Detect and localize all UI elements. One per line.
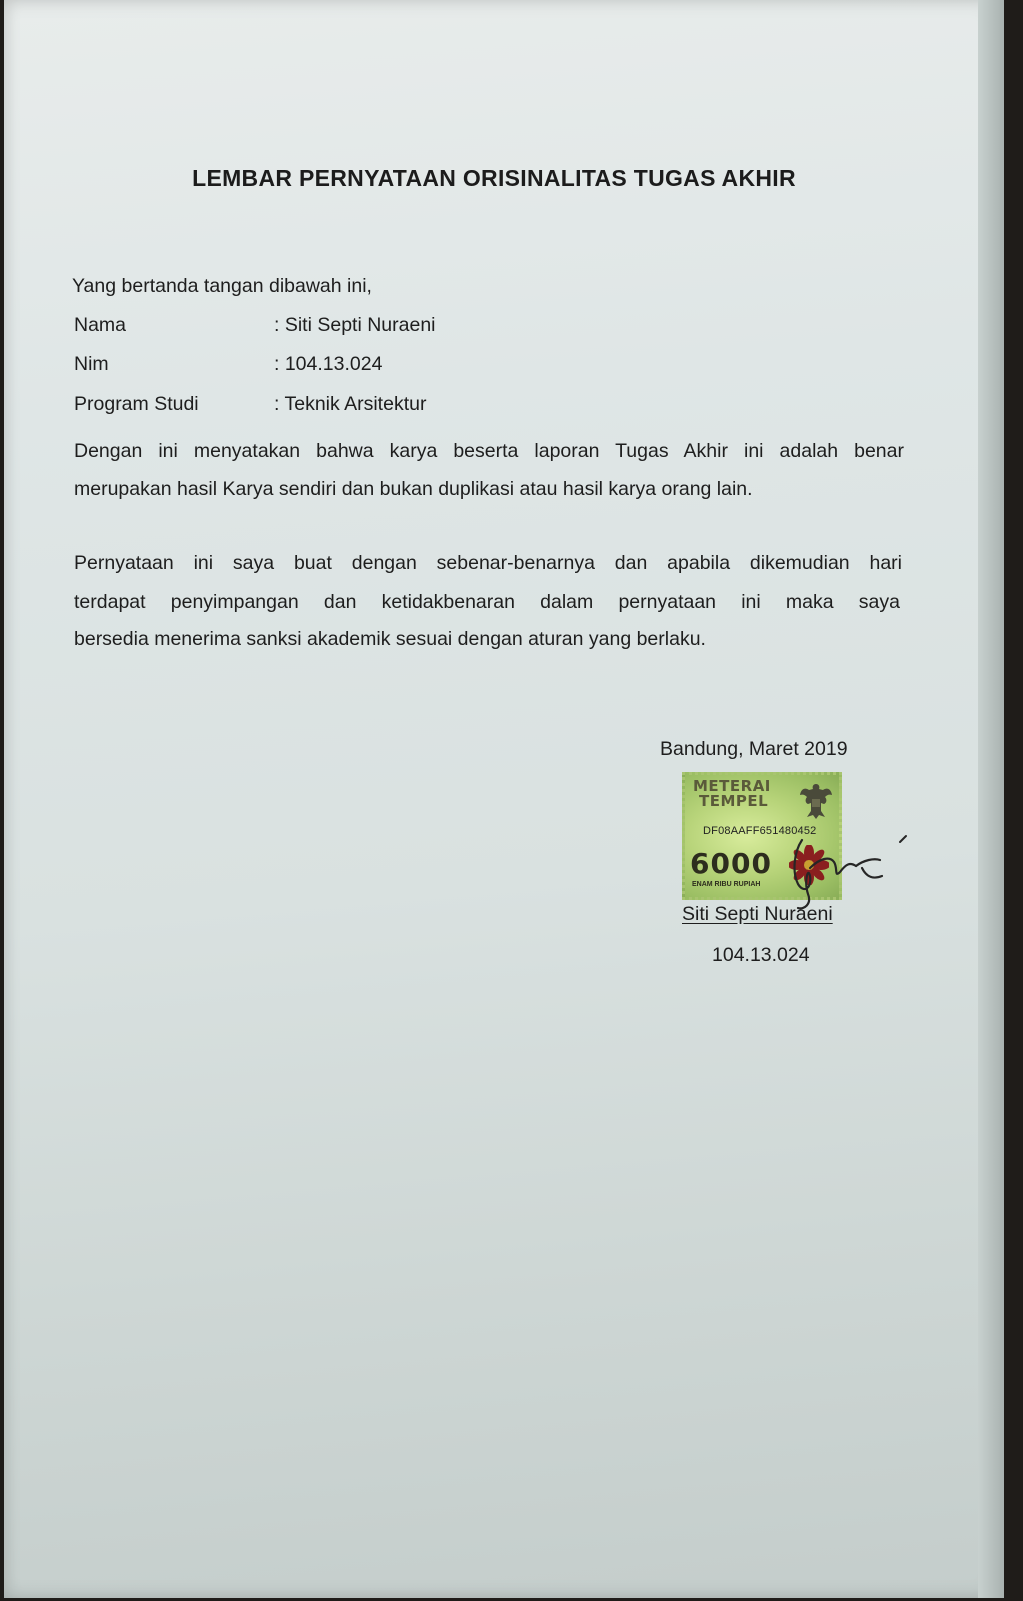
field-value-program-studi: : Teknik Arsitektur [274,393,427,415]
field-label-nama: Nama [74,314,127,336]
stamp-serial-code: DF08AAFF651480452 [703,825,817,837]
field-label-nim: Nim [74,353,109,375]
signee-nim: 104.13.024 [712,944,810,966]
paragraph-2-line-1: Pernyataan ini saya buat dengan sebenar-benarnya dan apabila dikemudian hari [74,552,902,574]
stamp-value: 6000 [690,847,772,880]
document-page [4,0,1004,1598]
paragraph-1-line-1: Dengan ini menyatakan bahwa karya beserta laporan Tugas Akhir ini adalah benar [74,440,904,462]
intro-text: Yang bertanda tangan dibawah ini, [72,275,372,297]
stamp-title [693,779,771,809]
stamp-title-line-1: METERAI [693,777,771,795]
field-value-nama: : Siti Septi Nuraeni [274,314,436,336]
field-value-nim: : 104.13.024 [274,353,383,375]
stamp-value-words: ENAM RIBU RUPIAH [692,881,761,888]
paragraph-1-line-2: merupakan hasil Karya sendiri dan bukan duplikasi atau hasil karya orang lain. [74,478,753,500]
document-title: LEMBAR PERNYATAAN ORISINALITAS TUGAS AKHIR [192,165,796,191]
garuda-emblem-icon [799,781,833,821]
field-label-program-studi: Program Studi [74,393,199,415]
place-date: Bandung, Maret 2019 [660,738,848,760]
page-edge [978,0,1004,1598]
paragraph-2-line-3: bersedia menerima sanksi akademik sesuai dengan aturan yang berlaku. [74,628,706,650]
paragraph-2-line-2: terdapat penyimpangan dan ketidakbenaran dalam pernyataan ini maka saya [74,591,900,613]
stamp-title-line-2: TEMPEL [699,792,769,810]
signee-name: Siti Septi Nuraeni [682,903,833,925]
